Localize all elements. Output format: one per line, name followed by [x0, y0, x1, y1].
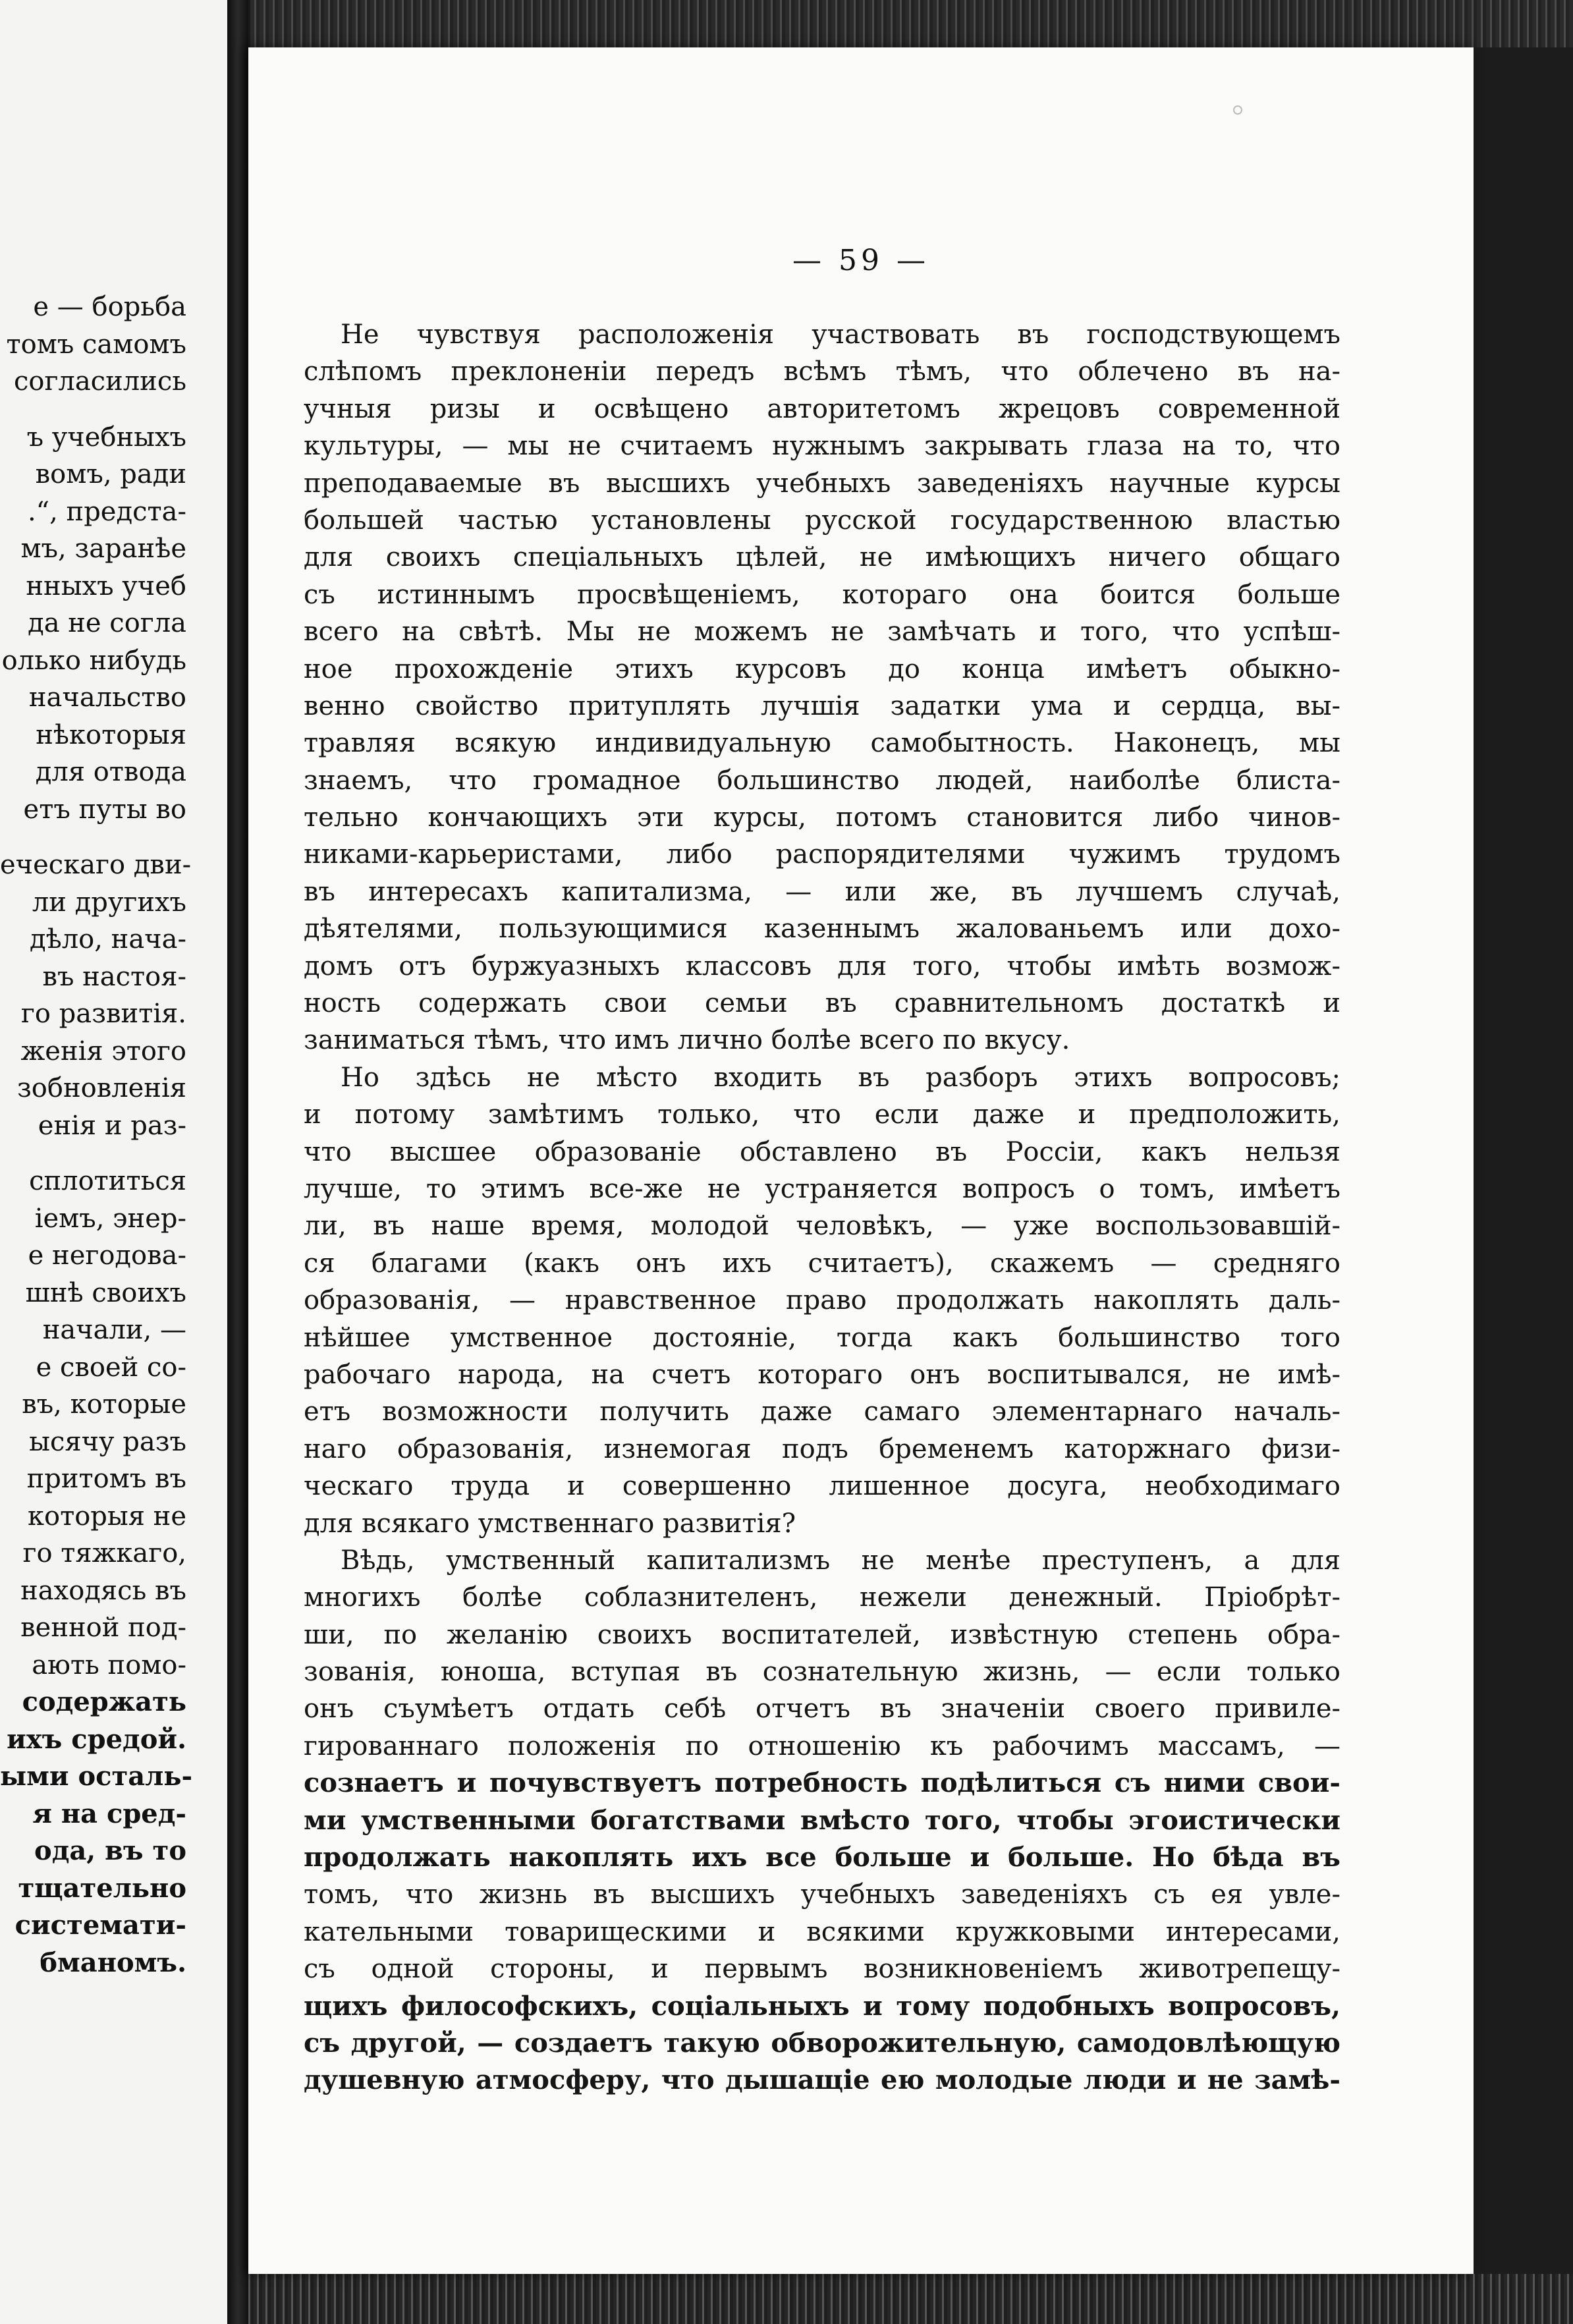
left-line: системати-	[14, 1910, 186, 1941]
left-line: для отвода	[35, 757, 186, 787]
text-line: венно свойство притуплять лучшія задатки ума и сердца, вы-	[304, 690, 1340, 721]
text-line: что высшее образованіе обставлено въ Россіи, какъ нельзя	[304, 1136, 1340, 1167]
left-line: ихъ средой.	[7, 1723, 186, 1755]
text-line: гированнаго положенія по отношенію къ рабочимъ массамъ, —	[304, 1730, 1340, 1761]
text-line: ческаго труда и совершенно лишенное досуга, необходимаго	[304, 1471, 1340, 1502]
left-line: ъ учебныхъ	[26, 422, 186, 453]
text-line: щихъ философскихъ, соціальныхъ и тому подобныхъ вопросовъ,	[304, 1990, 1340, 2022]
text-line: учныя ризы и освѣщено авторитетомъ жрецовъ современной	[304, 393, 1340, 424]
text-line: ся благами (какъ онъ ихъ считаетъ), скажемъ — средняго	[304, 1248, 1340, 1279]
text-line: домъ отъ буржуазныхъ классовъ для того, чтобы имѣть возмож-	[304, 951, 1340, 982]
text-line: ное прохожденіе этихъ курсовъ до конца имѣетъ обыкно-	[304, 653, 1340, 684]
text-line: душевную атмосферу, что дышащіе ею молодые люди и не замѣ-	[304, 2064, 1340, 2096]
text-line: слѣпомъ преклоненіи передъ всѣмъ тѣмъ, что облечено въ на-	[304, 356, 1340, 387]
left-line: содержать	[22, 1686, 186, 1717]
page-speck	[1233, 105, 1242, 115]
left-line: начальство	[28, 682, 186, 713]
text-line: ши, по желанію своихъ воспитателей, извѣстную степень обра-	[304, 1619, 1340, 1650]
text-line: кательными товарищескими и всякими кружковыми интересами,	[304, 1916, 1340, 1947]
left-gap	[0, 401, 227, 419]
left-line: нныхъ учеб	[26, 570, 186, 601]
text-line: етъ возможности получить даже самаго элементарнаго началь-	[304, 1397, 1340, 1427]
text-line: Вѣдь, умственный капитализмъ не менѣе преступенъ, а для	[341, 1545, 1340, 1576]
left-page-text	[0, 289, 227, 1981]
text-line: никами-карьеристами, либо распорядителями чужимъ трудомъ	[304, 839, 1340, 870]
text-line: образованія, — нравственное право продолжать накоплять даль-	[304, 1285, 1340, 1316]
text-line: наго образованія, изнемогая подъ бременемъ каторжнаго физи-	[304, 1433, 1340, 1464]
text-line: ли, въ наше время, молодой человѣкъ, — уже воспользовавшій-	[304, 1211, 1340, 1242]
left-gap	[0, 1144, 227, 1163]
text-line: многихъ болѣе соблазнителенъ, нежели денежный. Пріобрѣт-	[304, 1582, 1340, 1613]
left-line: въ настоя-	[42, 961, 186, 992]
left-line: е негодова-	[28, 1240, 186, 1271]
body-text	[304, 316, 1340, 2099]
left-line: согласились	[13, 366, 186, 397]
left-line: нѣкоторыя	[36, 719, 186, 750]
text-line: для своихъ спеціальныхъ цѣлей, не имѣющихъ ничего общаго	[304, 542, 1340, 573]
text-line: тельно кончающихъ эти курсы, потомъ становится либо чинов-	[304, 802, 1340, 833]
text-line: культуры, — мы не считаемъ нужнымъ закрывать глаза на то, что	[304, 431, 1340, 462]
text-line: лучше, то этимъ все-же не устраняется вопросъ о томъ, имѣетъ	[304, 1173, 1340, 1204]
text-line: сознаетъ и почувствуетъ потребность подѣлиться съ ними свои-	[304, 1767, 1340, 1799]
text-line: томъ, что жизнь въ высшихъ учебныхъ заведеніяхъ съ ея увле-	[304, 1879, 1340, 1910]
left-line: шнѣ своихъ	[25, 1277, 186, 1308]
book-gutter	[227, 0, 248, 2324]
text-line: съ истиннымъ просвѣщеніемъ, котораго она боится больше	[304, 579, 1340, 610]
text-line: всего на свѣтѣ. Мы не можемъ не замѣчать и того, что успѣш-	[304, 617, 1340, 648]
left-page-fragment	[0, 0, 227, 2324]
left-line: сплотиться	[29, 1166, 186, 1196]
left-line: е своей со-	[36, 1352, 186, 1383]
left-line: женія этого	[20, 1036, 186, 1066]
text-line: съ одной стороны, и первымъ возникновеніемъ животрепещу-	[304, 1954, 1340, 1985]
text-line: преподаваемые въ высшихъ учебныхъ заведеніяхъ научные курсы	[304, 468, 1340, 499]
text-line: заниматься тѣмъ, что имъ лично болѣе всего по вкусу.	[304, 1025, 1070, 1056]
left-line: въ, которые	[22, 1389, 186, 1420]
text-line: для всякаго умственнаго развитія?	[304, 1508, 796, 1539]
book-top-edge	[250, 0, 1573, 53]
text-line: онъ съумѣетъ отдать себѣ отчетъ въ значеніи своего привиле-	[304, 1694, 1340, 1725]
text-line: нѣйшее умственное достояніе, тогда какъ большинство того	[304, 1322, 1340, 1353]
left-line: го развитія.	[20, 999, 186, 1029]
left-line: которыя не	[27, 1501, 186, 1532]
left-line: ода, въ то	[34, 1835, 186, 1866]
left-line: олько нибудь	[1, 645, 186, 676]
text-line: въ интересахъ капитализма, — или же, въ лучшемъ случаѣ,	[304, 876, 1340, 907]
text-line: Не чувствуя расположенія участвовать въ господствующемъ	[341, 319, 1340, 350]
text-line: продолжать накоплять ихъ все больше и больше. Но бѣда въ	[304, 1842, 1340, 1873]
left-line: етъ путы во	[23, 794, 186, 825]
left-line: енія и раз-	[38, 1110, 186, 1141]
left-line: начали, —	[42, 1315, 186, 1345]
left-line: я на сред-	[32, 1798, 186, 1829]
left-line: вомъ, ради	[35, 459, 186, 489]
left-line: ыми осталь-	[0, 1761, 193, 1792]
left-line: го тяжкаго,	[22, 1538, 186, 1568]
left-line: ысячу разъ	[29, 1426, 186, 1457]
left-line: іемъ, энер-	[34, 1203, 186, 1234]
left-line: тщательно	[18, 1872, 186, 1904]
left-line: венной под-	[20, 1613, 186, 1643]
left-line: зобновленія	[16, 1073, 186, 1103]
text-line: Но здѣсь не мѣсто входить въ разборъ этихъ вопросовъ;	[341, 1062, 1340, 1093]
text-line: знаемъ, что громадное большинство людей, наиболѣе блиста-	[304, 765, 1340, 796]
text-line: рабочаго народа, на счетъ котораго онъ воспитывался, не имѣ-	[304, 1359, 1340, 1390]
left-line: да не согла	[28, 608, 186, 638]
text-line: ность содержать свои семьи въ сравнительномъ достаткѣ и	[304, 988, 1340, 1019]
left-gap	[0, 828, 227, 846]
book-right-edge	[1474, 47, 1573, 2274]
text-line: съ другой, — создаетъ такую обворожительную, самодовлѣющую	[304, 2027, 1340, 2059]
left-line: ають помо-	[32, 1649, 186, 1680]
left-line: бманомъ.	[40, 1947, 186, 1978]
text-line: травляя всякую индивидуальную самобытность. Наконецъ, мы	[304, 728, 1340, 759]
book-bottom-edge	[211, 2266, 1573, 2324]
right-page	[248, 47, 1474, 2274]
left-line: дѣло, нача-	[30, 924, 186, 954]
left-line: еческаго дви-	[0, 850, 192, 880]
left-line: находясь въ	[20, 1575, 186, 1606]
left-line: ли другихъ	[32, 887, 186, 918]
left-line: е — борьба	[33, 292, 186, 322]
text-line: большей частью установлены русской государственною властью	[304, 505, 1340, 536]
text-line: зованія, юноша, вступая въ сознательную жизнь, — если только	[304, 1657, 1340, 1688]
left-line: .“, предста-	[27, 496, 186, 527]
text-line: дѣятелями, пользующимися казеннымъ жалованьемъ или дохо-	[304, 914, 1340, 945]
text-line: ми умственными богатствами вмѣсто того, чтобы эгоистически	[304, 1804, 1340, 1836]
left-line: мъ, заранѣе	[20, 534, 186, 564]
text-line: и потому замѣтимъ только, что если даже и предположить,	[304, 1099, 1340, 1130]
left-line: притомъ въ	[26, 1464, 186, 1494]
left-line: томъ самомъ	[6, 329, 186, 360]
page-number: — 59 —	[792, 244, 929, 277]
